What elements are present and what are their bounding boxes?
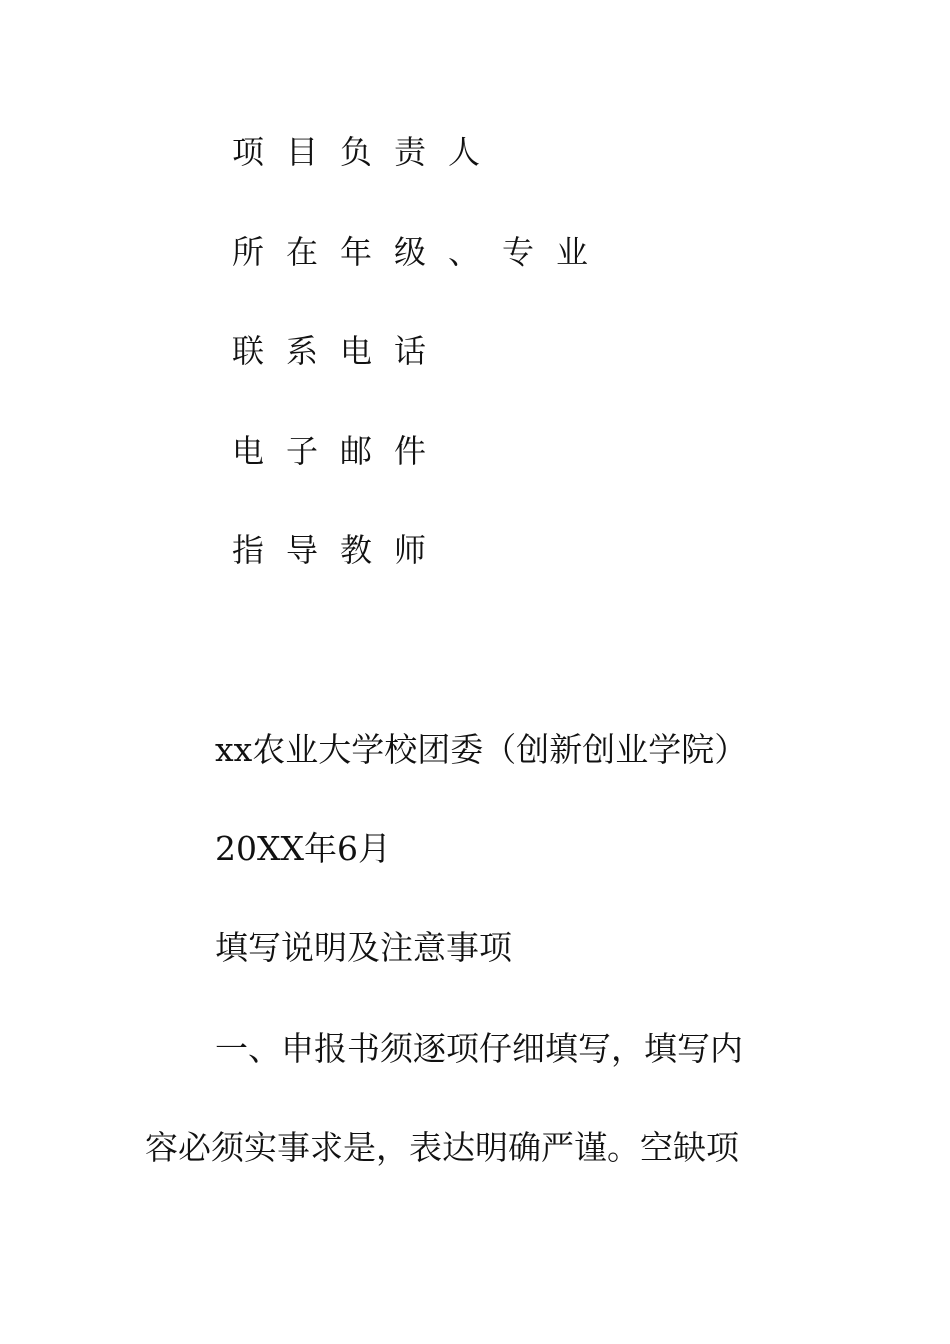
field-label-phone: 联系电话 [232,332,449,370]
field-label-grade-major: 所在年级、专业 [232,233,611,271]
issuer-line: xx农业大学校团委（创新创业学院） [215,730,748,769]
date-line: 20XX年6月 [215,829,391,868]
field-label-advisor: 指导教师 [232,531,449,569]
instructions-heading: 填写说明及注意事项 [215,928,512,967]
field-label-email: 电子邮件 [232,432,449,470]
instruction-paragraph-line: 一、申报书须逐项仔细填写，填写内 [215,1029,743,1068]
instruction-paragraph-line: 容必须实事求是，表达明确严谨。空缺项 [145,1128,739,1167]
field-label-project-leader: 项目负责人 [232,133,503,171]
